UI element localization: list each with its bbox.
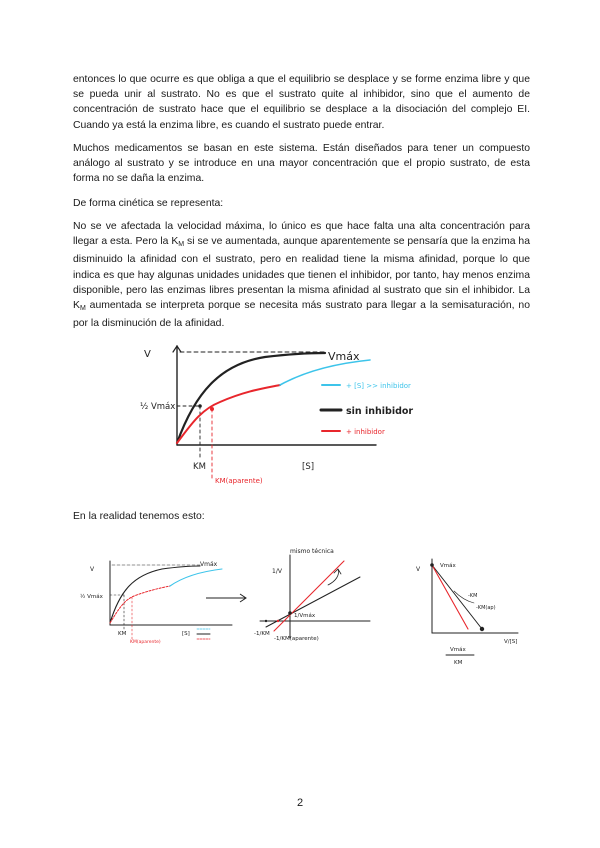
eh-line-inhibitor <box>432 565 468 629</box>
figure-michaelis-menten <box>140 338 460 498</box>
eh-y-label: V <box>416 566 421 573</box>
small-km-apparent-label: KM(aparente) <box>130 640 161 645</box>
lb-x-intercept-2: -1/KM(aparente) <box>274 636 319 642</box>
small-x-label: [S] <box>182 631 190 637</box>
km-apparent-point <box>210 407 214 411</box>
figure-eadie-hofstee <box>410 555 530 680</box>
half-vmax-label: ½ Vmáx <box>140 402 176 412</box>
eh-slope-1: -KM <box>468 593 478 599</box>
p4-part2: si se ve aumentada, aunque aparentemente se pensaría que la enzima ha disminuido la afinidad con el sustrato, pero en realidad tiene la misma afinidad, porque lo que indica es que hay algunas unidades unidades que tienen el inhibidor, por tanto, hay menos enzima disponible, pero las enzimas libres presentan la misma afinidad al sustrato que sin el inhibidor. La K <box>73 236 530 312</box>
p4-part3: aumentada se interpreta porque se necesita más sustrato para llegar a la semisaturación, no por la disminución de la afinidad. <box>73 300 530 330</box>
small-vmax-label: Vmáx <box>200 561 218 568</box>
paragraph-cinetica-intro: De forma cinética se representa: <box>73 198 224 209</box>
legend-excess-label: + [S] >> inhibidor <box>346 382 411 390</box>
lb-x-intercept-1: -1/KM <box>254 631 270 637</box>
p4-sub1: M <box>178 241 185 249</box>
arrow-icon <box>204 592 250 604</box>
page-number: 2 <box>296 797 304 809</box>
paragraph-medicamentos: Muchos medicamentos se basan en este sistema. Están diseñados para tener un compuesto análogo al sustrato y se introduce en una mayor concentración que el propio sustrato, de esta forma no se daña la enzima. <box>73 143 530 185</box>
figure-lineweaver-burk <box>252 543 382 655</box>
eh-intercept-label: Vmáx <box>440 563 456 569</box>
curve-inhibitor <box>177 385 280 443</box>
legend-no-inhibitor-label: sin inhibidor <box>346 406 414 417</box>
eh-frac-den: KM <box>454 660 463 666</box>
p4-sub2: M <box>79 305 86 313</box>
lb-y-label: 1/V <box>272 568 282 575</box>
vmax-label: Vmáx <box>328 350 360 363</box>
lb-title: mismo técnica <box>290 548 334 555</box>
x-axis-label: [S] <box>302 462 315 472</box>
lb-line-no-inhibitor <box>266 577 360 627</box>
small-km-label: KM <box>118 631 127 637</box>
paragraph-km-explanation <box>73 219 530 331</box>
y-axis-label: V <box>144 349 151 360</box>
eh-slope-2: -KM(ap) <box>476 605 496 611</box>
small-half-label: ½ Vmáx <box>80 594 103 600</box>
paragraph-realidad: En la realidad tenemos esto: <box>73 511 205 522</box>
eh-frac-num: Vmáx <box>450 647 466 653</box>
p4-part1: No se ve afectada la velocidad máxima, lo único es que hace falta una alta concentración para llegar a esta. Pero la K <box>73 221 530 248</box>
km-point <box>198 404 202 408</box>
km-label: KM <box>193 462 206 472</box>
curve-no-inhibitor <box>177 353 325 443</box>
legend-inhibitor-label: + inhibidor <box>346 428 385 436</box>
small-y-label: V <box>90 566 95 573</box>
lb-intercept-label: 1/Vmáx <box>294 613 316 619</box>
km-apparent-label: KM(aparente) <box>215 477 263 485</box>
paragraph-equilibrium: entonces lo que ocurre es que obliga a que el equilibrio se desplace y se forme enzima libre y que se pueda unir al sustrato. No es que el sustrato quite al inhibidor, sino que el aumento de concentración de sustrato hace que el equilibrio se desplace a la disociación del complejo EI. Cuando ya está la enzima libre, es cuando el sustrato puede entrar. <box>73 74 530 131</box>
eh-x-label: V/[S] <box>504 639 518 645</box>
